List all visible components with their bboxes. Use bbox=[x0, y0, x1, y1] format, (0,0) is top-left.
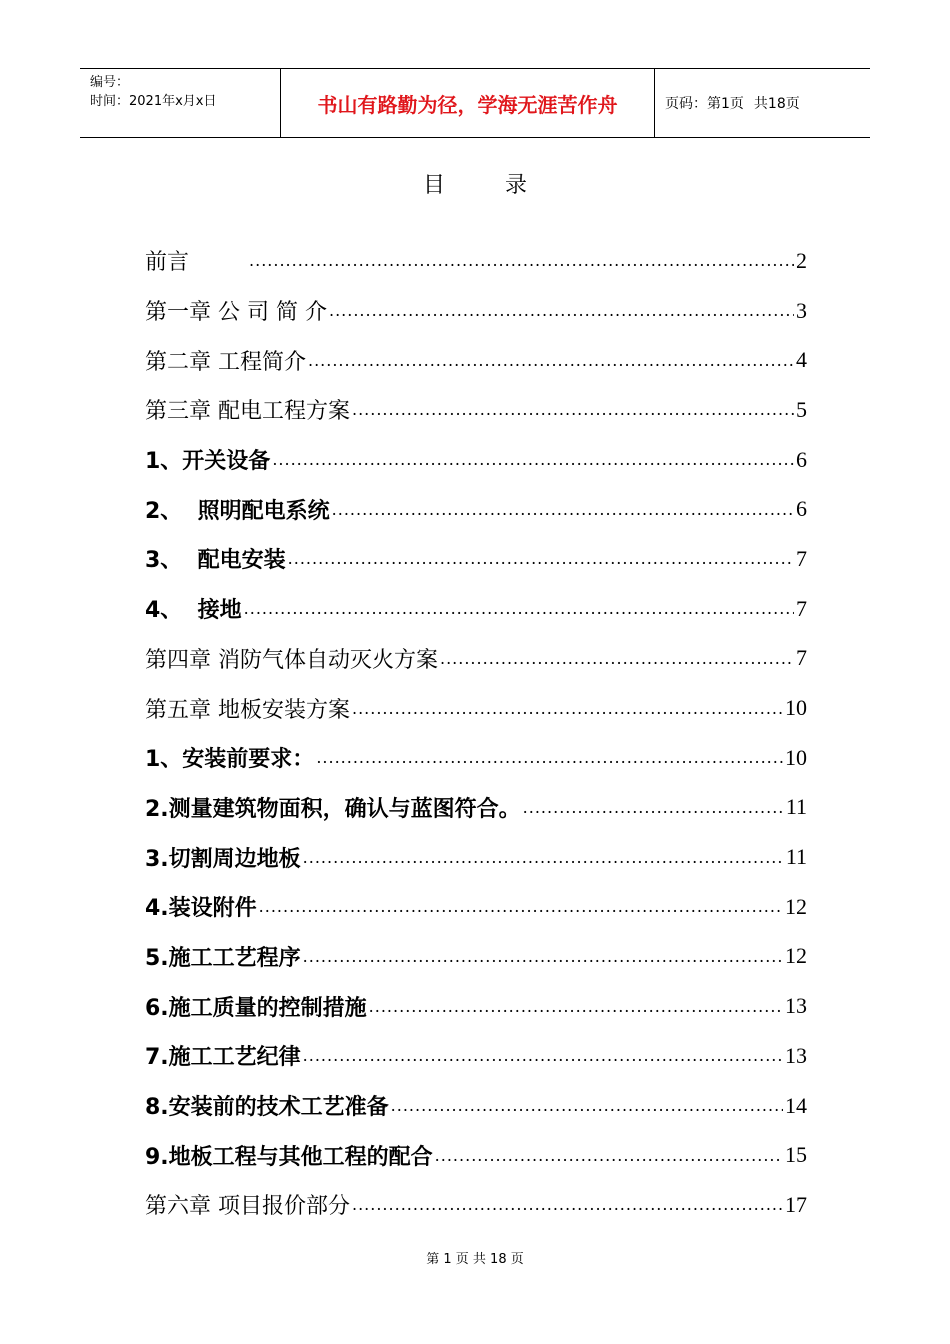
table-of-contents bbox=[145, 236, 807, 1230]
page-header bbox=[80, 68, 870, 138]
toc-entry-label: 2、 照明配电系统 bbox=[145, 498, 330, 524]
toc-entry[interactable] bbox=[145, 534, 807, 584]
toc-entry[interactable] bbox=[145, 683, 807, 733]
toc-entry-label: 4.装设附件 bbox=[145, 896, 257, 922]
toc-leader-dots bbox=[303, 947, 783, 966]
toc-leader-dots bbox=[272, 450, 794, 469]
toc-entry-page: 4 bbox=[796, 347, 807, 373]
toc-leader-dots bbox=[523, 798, 784, 817]
toc-entry-label: 第三章 配电工程方案 bbox=[145, 399, 350, 425]
toc-entry-page: 10 bbox=[785, 744, 807, 770]
toc-entry[interactable] bbox=[145, 385, 807, 435]
header-page-total: 共18页 bbox=[753, 96, 800, 112]
toc-entry[interactable] bbox=[145, 981, 807, 1031]
toc-entry-page: 5 bbox=[796, 396, 807, 422]
toc-entry[interactable] bbox=[145, 832, 807, 882]
toc-entry-page: 7 bbox=[796, 545, 807, 571]
toc-entry[interactable] bbox=[145, 286, 807, 336]
toc-entry[interactable] bbox=[145, 1031, 807, 1081]
toc-leader-dots bbox=[440, 649, 794, 668]
toc-leader-dots bbox=[259, 897, 783, 916]
toc-entry-label: 前言 bbox=[145, 250, 190, 276]
toc-entry[interactable] bbox=[145, 335, 807, 385]
toc-entry-label: 3、 配电安装 bbox=[145, 548, 286, 574]
toc-entry-label: 9.地板工程与其他工程的配合 bbox=[145, 1144, 433, 1170]
header-page-number: 页码：第1页 bbox=[665, 96, 744, 112]
header-page-info bbox=[655, 69, 870, 137]
toc-leader-dots bbox=[288, 549, 794, 568]
toc-entry-page: 11 bbox=[785, 844, 807, 870]
toc-entry-page: 10 bbox=[785, 695, 807, 721]
toc-title: 目录 bbox=[422, 173, 587, 198]
toc-entry-page: 7 bbox=[796, 595, 807, 621]
toc-entry-page: 17 bbox=[785, 1191, 807, 1217]
toc-entry-page: 13 bbox=[785, 1042, 807, 1068]
toc-leader-dots bbox=[332, 500, 794, 519]
toc-entry-label: 2.测量建筑物面积，确认与蓝图符合。 bbox=[145, 796, 521, 822]
header-motto: 书山有路勤为径，学海无涯苦作舟 bbox=[281, 69, 655, 137]
toc-entry-page: 7 bbox=[796, 645, 807, 671]
toc-entry-page: 13 bbox=[785, 993, 807, 1019]
toc-entry-label: 第五章 地板安装方案 bbox=[145, 697, 350, 723]
toc-leader-dots bbox=[308, 351, 794, 370]
toc-entry-label: 6.施工质量的控制措施 bbox=[145, 995, 367, 1021]
toc-entry-page: 3 bbox=[796, 297, 807, 323]
toc-entry[interactable] bbox=[145, 882, 807, 932]
toc-entry[interactable] bbox=[145, 783, 807, 833]
toc-leader-dots bbox=[352, 1195, 783, 1214]
document-number-label: 编号： bbox=[90, 75, 130, 90]
toc-entry[interactable] bbox=[145, 435, 807, 485]
page-footer: 第 1 页 共 18 页 bbox=[426, 1252, 524, 1267]
toc-entry-page: 14 bbox=[785, 1092, 807, 1118]
toc-entry-page: 12 bbox=[785, 893, 807, 919]
toc-entry[interactable] bbox=[145, 932, 807, 982]
toc-entry[interactable] bbox=[145, 1081, 807, 1131]
toc-leader-dots bbox=[303, 848, 784, 867]
toc-entry-label: 7.施工工艺纪律 bbox=[145, 1045, 301, 1071]
toc-entry-label: 8.安装前的技术工艺准备 bbox=[145, 1095, 389, 1121]
toc-entry-label: 4、 接地 bbox=[145, 598, 242, 624]
toc-entry-label: 5.施工工艺程序 bbox=[145, 945, 301, 971]
toc-entry[interactable] bbox=[145, 484, 807, 534]
toc-entry[interactable] bbox=[145, 1180, 807, 1230]
toc-leader-dots bbox=[369, 997, 783, 1016]
toc-leader-dots bbox=[352, 699, 783, 718]
toc-entry[interactable] bbox=[145, 733, 807, 783]
toc-leader-dots bbox=[329, 301, 794, 320]
toc-entry[interactable] bbox=[145, 236, 807, 286]
toc-entry-label: 1、开关设备 bbox=[145, 449, 271, 475]
toc-entry-label: 第二章 工程简介 bbox=[145, 349, 306, 375]
toc-entry-page: 15 bbox=[785, 1142, 807, 1168]
toc-leader-dots bbox=[316, 748, 783, 767]
toc-entry-label: 第一章 公 司 简 介 bbox=[145, 300, 327, 326]
toc-entry[interactable] bbox=[145, 634, 807, 684]
toc-leader-dots bbox=[244, 599, 794, 618]
toc-entry[interactable] bbox=[145, 584, 807, 634]
toc-leader-dots bbox=[303, 1046, 783, 1065]
toc-entry-page: 6 bbox=[796, 446, 807, 472]
header-meta bbox=[80, 69, 281, 137]
toc-leader-dots bbox=[435, 1146, 783, 1165]
toc-entry[interactable] bbox=[145, 1130, 807, 1180]
toc-entry-page: 2 bbox=[796, 247, 807, 273]
toc-entry-label: 第四章 消防气体自动灭火方案 bbox=[145, 647, 438, 673]
toc-entry-label: 1、安装前要求： bbox=[145, 747, 315, 773]
toc-entry-label: 第六章 项目报价部分 bbox=[145, 1194, 350, 1220]
toc-leader-dots bbox=[249, 251, 794, 270]
toc-entry-page: 11 bbox=[785, 794, 807, 820]
document-time-label: 时间：2021年x月x日 bbox=[90, 94, 217, 109]
toc-leader-dots bbox=[352, 400, 794, 419]
toc-entry-page: 12 bbox=[785, 943, 807, 969]
toc-entry-page: 6 bbox=[796, 496, 807, 522]
toc-leader-dots bbox=[391, 1096, 783, 1115]
toc-entry-label: 3.切割周边地板 bbox=[145, 846, 301, 872]
